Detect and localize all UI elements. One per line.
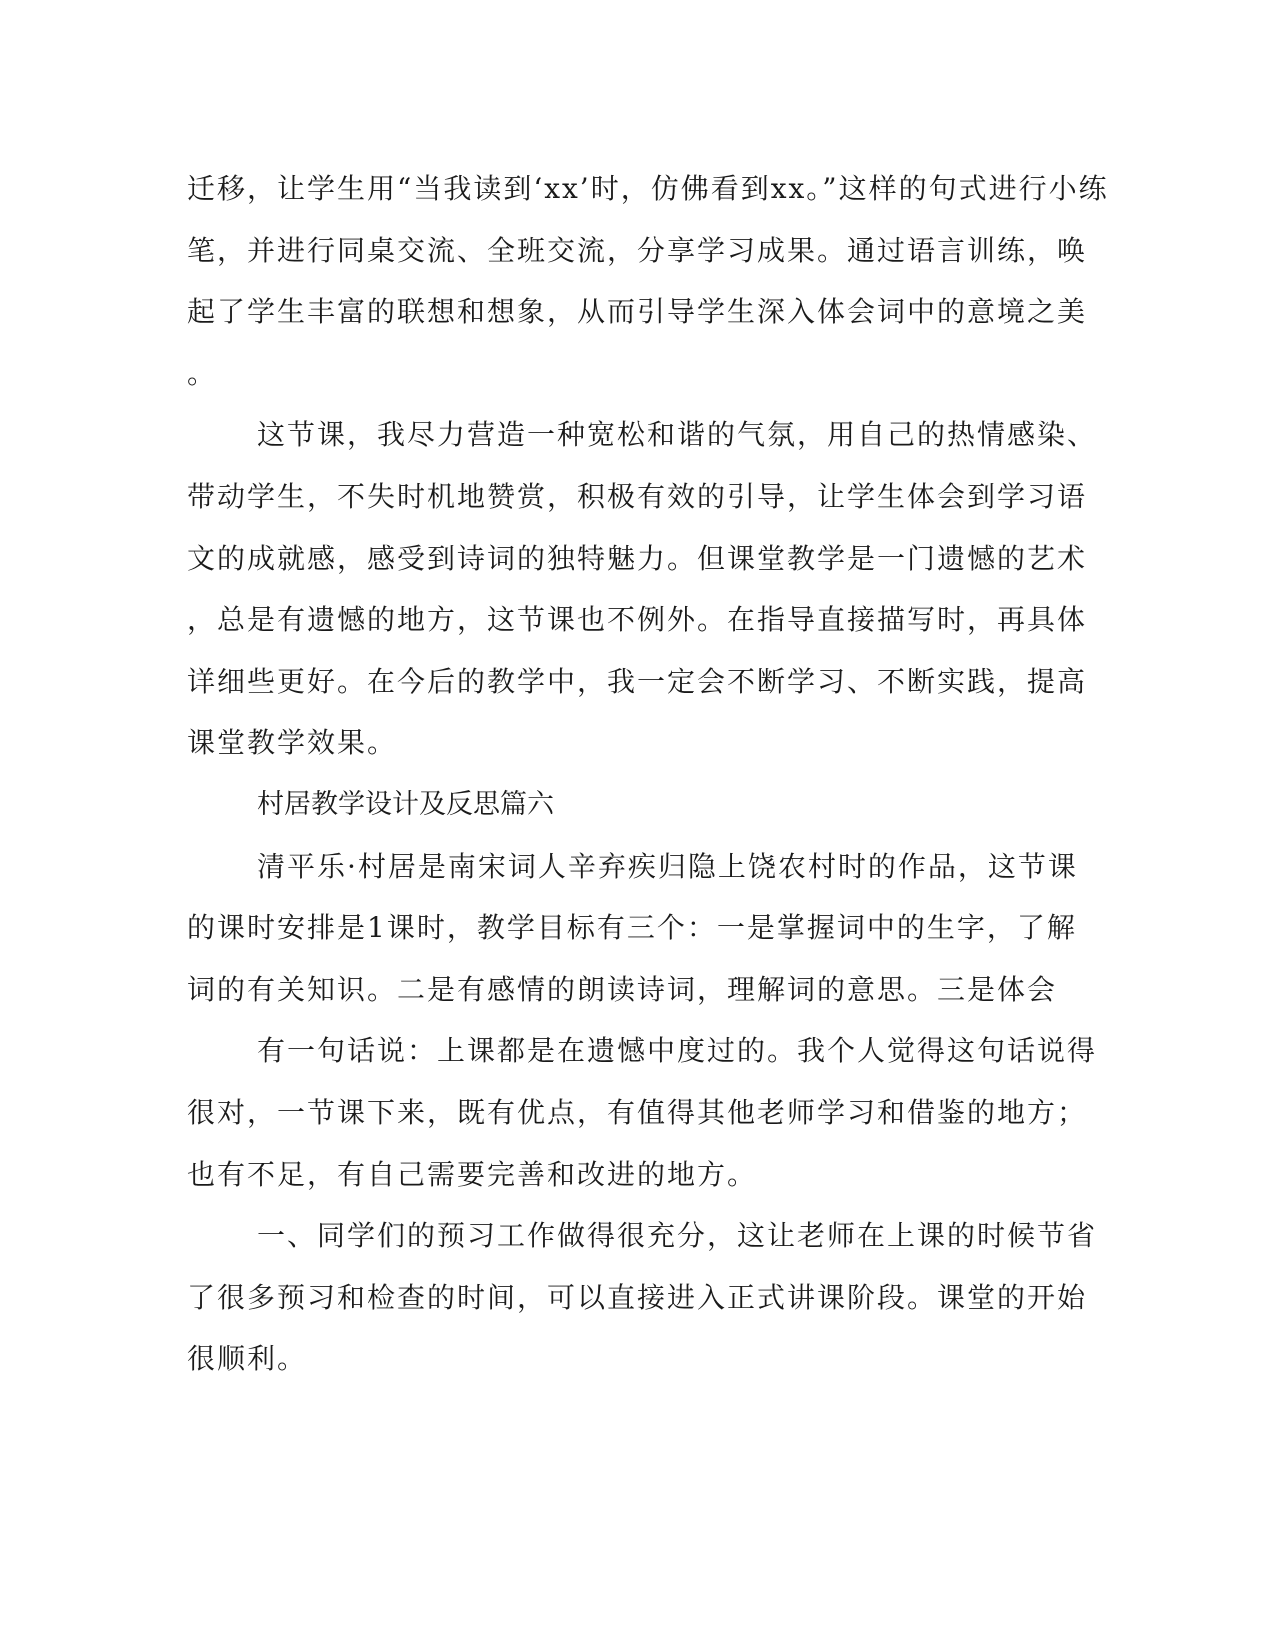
text-line: 一、同学们的预习工作做得很充分，这让老师在上课的时候节省 <box>257 1219 1098 1253</box>
text-line: 很对，一节课下来，既有优点，有值得其他老师学习和借鉴的地方； <box>187 1095 1088 1129</box>
text-line: 有一句话说：上课都是在遗憾中度过的。我个人觉得这句话说得 <box>257 1034 1098 1068</box>
text-line: 文的成就感，感受到诗词的独特魅力。但课堂教学是一门遗憾的艺术 <box>187 541 1088 575</box>
text-line: ，总是有遗憾的地方，这节课也不例外。在指导直接描写时，再具体 <box>187 603 1088 637</box>
text-line: 清平乐·村居是南宋词人辛弃疾归隐上饶农村时的作品，这节课 <box>257 849 1078 883</box>
text-line: 起了学生丰富的联想和想象，从而引导学生深入体会词中的意境之美 <box>187 295 1088 329</box>
text-line: 这节课，我尽力营造一种宽松和谐的气氛，用自己的热情感染、 <box>257 418 1098 452</box>
text-line: 。 <box>187 356 218 390</box>
text-line: 迁移，让学生用“当我读到‘xx’时，仿佛看到xx。”这样的句式进行小练 <box>187 172 1109 205</box>
text-line: 了很多预习和检查的时间，可以直接进入正式讲课阶段。课堂的开始 <box>187 1280 1088 1314</box>
text-line: 笔，并进行同桌交流、全班交流，分享学习成果。通过语言训练，唤 <box>187 233 1088 267</box>
text-line: 也有不足，有自己需要完善和改进的地方。 <box>187 1157 758 1191</box>
document-body <box>187 158 1109 1390</box>
text-line: 很顺利。 <box>187 1342 308 1376</box>
text-line: 课堂教学效果。 <box>187 726 398 760</box>
text-line: 带动学生，不失时机地赞赏，积极有效的引导，让学生体会到学习语 <box>187 479 1088 513</box>
text-line: 的课时安排是1课时，教学目标有三个：一是掌握词中的生字，了解 <box>187 911 1077 945</box>
text-line: 详细些更好。在今后的教学中，我一定会不断学习、不断实践，提高 <box>187 664 1088 698</box>
text-line: 词的有关知识。二是有感情的朗读诗词，理解词的意思。三是体会 <box>187 972 1058 1006</box>
section-heading: 村居教学设计及反思篇六 <box>257 788 554 820</box>
